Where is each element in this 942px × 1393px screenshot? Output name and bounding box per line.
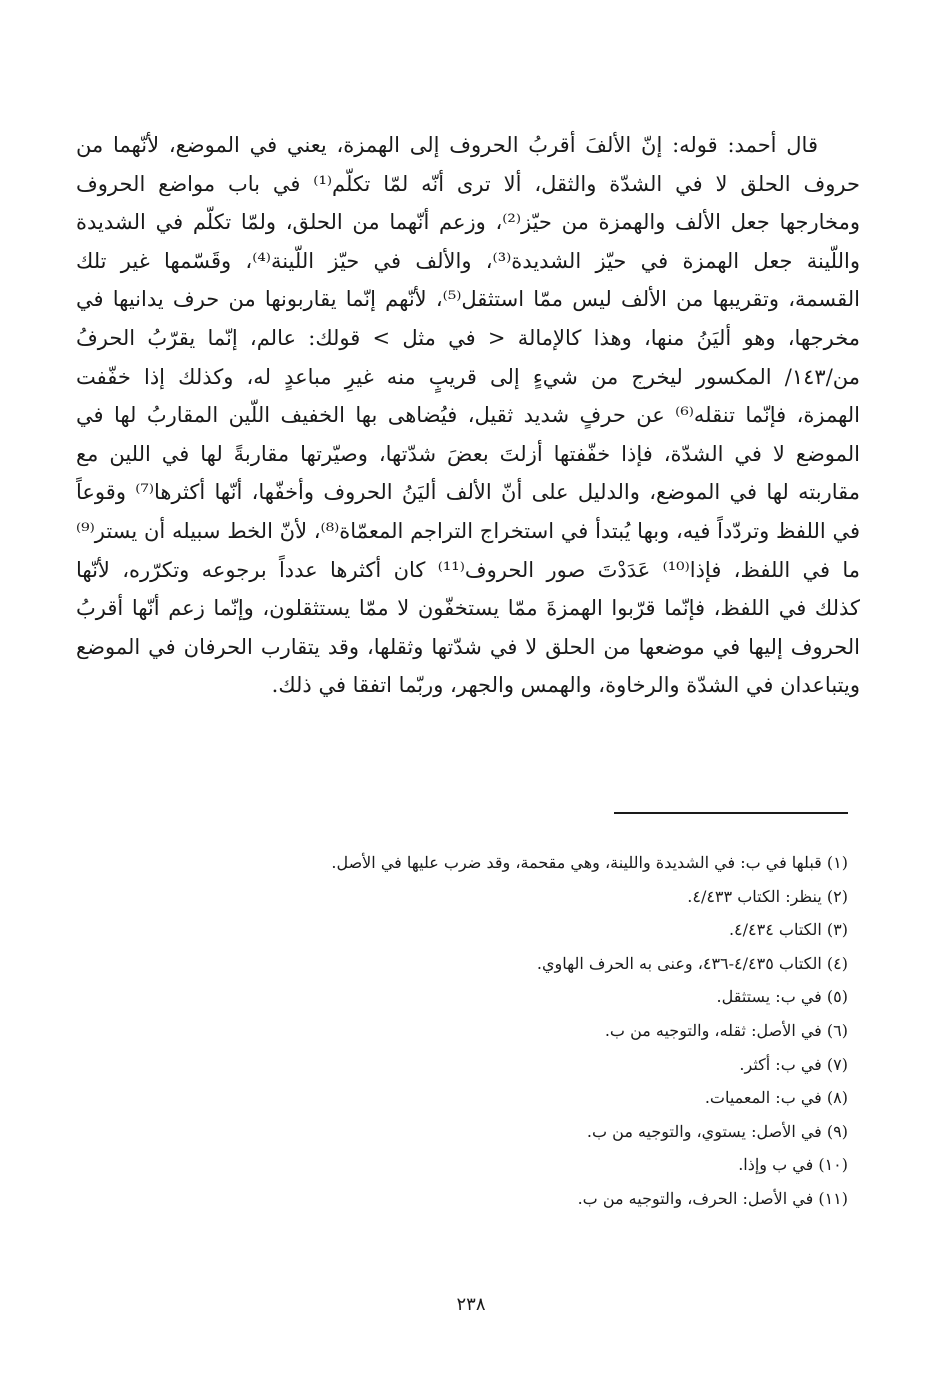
footnote-item: (٦) في الأصل: ثقله، والتوجيه من ب.	[604, 1020, 848, 1040]
footnote-item: (٩) في الأصل: يستوي، والتوجيه من ب.	[586, 1121, 848, 1141]
text-line: القسمة، وتقريبها من الألف ليس ممّا استثقل⁽⁵⁾، لأنّهم إنّما يقاربونها من حرف يدانيها في	[76, 287, 860, 312]
footnote-separator	[614, 812, 848, 814]
text-line: واللّينة جعل الهمزة في حيّز الشديدة⁽³⁾، والألف في حيّز اللّينة⁽⁴⁾، وقَسّمها غير تلك	[76, 248, 860, 273]
text-line: كذلك في اللفظ، فإنّما قرّبوا الهمزةَ ممّا يستخفّون لا ممّا يستثقلون، وإنّما زعم أنّها أقربُ	[76, 596, 860, 621]
text-line: ومخارجها جعل الألف والهمزة من حيّز⁽²⁾، وزعم أنّهما من الحلق، ولمّا تكلّم في الشديدة	[76, 210, 860, 235]
text-line: الحروف إليها في موضعها من الحلق لا في شدّتها وثقلها، وقد يتقارب الحرفان في الموضع	[76, 634, 860, 659]
text-line: الموضع لا في الشدّة، فإذا خفّفتها أزلتَ بعضَ شدّتها، وصيّرتها مقاربةً لها في اللين مع	[76, 441, 860, 466]
footnote-item: (٣) الكتاب ٤/٤٣٤.	[728, 920, 848, 940]
text-line: ويتباعدان في الشدّة والرخاوة، والهمس والجهر، وربّما اتفقا في ذلك.	[271, 673, 860, 698]
footnote-item: (١) قبلها في ب: في الشديدة واللينة، وهي مقحمة، وقد ضرب عليها في الأصل.	[331, 853, 848, 872]
footnote-item: (٢) ينظر: الكتاب ٤/٤٣٣.	[687, 886, 848, 906]
footnote-item: (٤) الكتاب ٤/٤٣٥-٤٣٦، وعنى به الحرف الهاوي.	[536, 953, 848, 973]
footnote-item: (٥) في ب: يستثقل.	[716, 987, 848, 1007]
text-line: في اللفظ وتردّداً فيه، وبها يُبتدأ في استخراج التراجم المعمّاة⁽⁸⁾، لأنّ الخط سبيله أن يستر⁽⁹⁾	[76, 518, 860, 543]
text-line: ما في اللفظ، فإذا⁽¹⁰⁾ عَدَدْتَ صور الحروف⁽¹¹⁾ كان أكثرها عدداً برجوعه وتكرّره، لأنّها	[76, 557, 860, 582]
text-line: مقاربته لها في الموضع، والدليل على أنّ الألف أليَنُ الحروف وأخفّها، أنّها أكثرها⁽⁷⁾ وقوعاً	[76, 480, 860, 505]
footnote-item: (٧) في ب: أكثر.	[739, 1054, 848, 1074]
text-line: مخرجها، وهو أليَنُ منها، وهذا كالإمالة < في مثل > قولك: عالم، إنّما يقرّبُ الحرفُ	[76, 325, 860, 350]
text-line: الهمزة، فإنّما تنقله⁽⁶⁾ عن حرفٍ شديد ثقيل، فيُضاهى بها الخفيف اللّين المقاربُ لها في	[76, 403, 860, 428]
text-line: قال أحمد: قوله: إنّ الألفَ أقربُ الحروف إلى الهمزة، يعني في الموضع، لأنّهما من	[76, 133, 818, 157]
footnote-item: (١١) في الأصل: الحرف، والتوجيه من ب.	[577, 1188, 848, 1208]
page-number: ٢٣٨	[456, 1294, 486, 1315]
text-line: من/١٤٣/ المكسور ليخرج من شيءٍ إلى قريبٍ منه غيرِ مباعدٍ له، وكذلك إذا خفّفت	[76, 364, 860, 389]
footnote-item: (١٠) في ب وإذا.	[738, 1155, 848, 1175]
footnote-item: (٨) في ب: المعميات.	[704, 1088, 848, 1108]
main-text-block	[76, 126, 860, 705]
text-line: حروف الحلق لا في الشدّة والثقل، ألا ترى أنّه لمّا تكلّم⁽¹⁾ في باب مواضع الحروف	[76, 171, 860, 196]
footnotes-list	[120, 846, 848, 1216]
